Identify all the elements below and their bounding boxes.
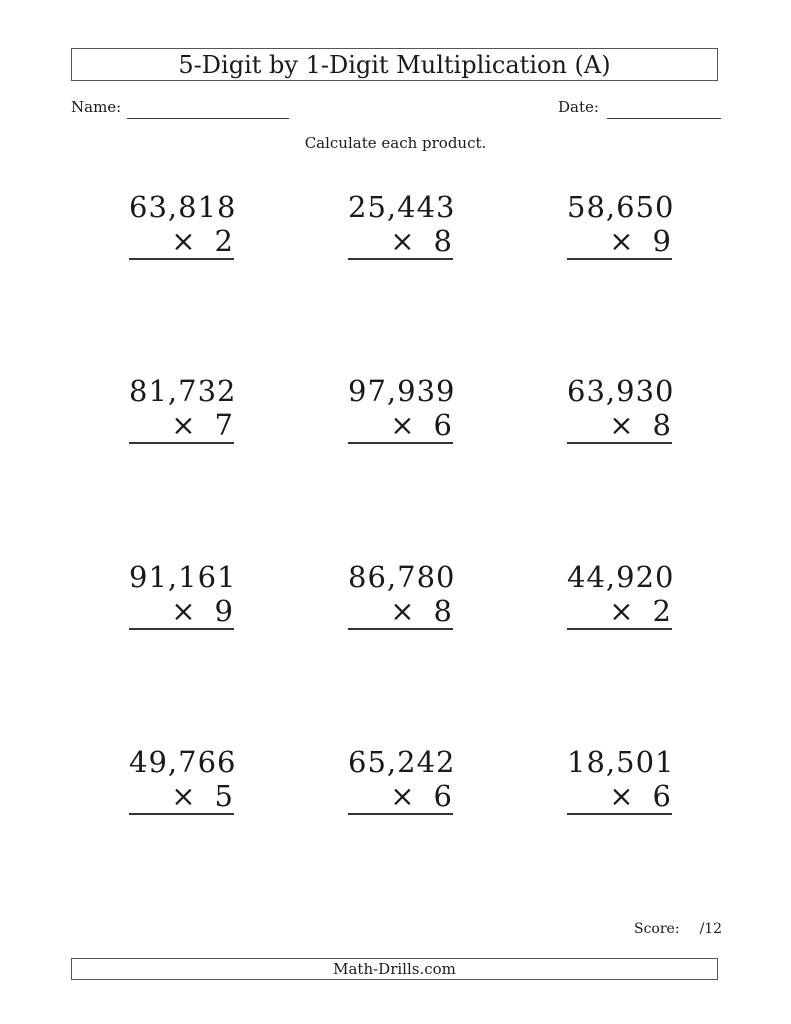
multiplier-line: [129, 408, 234, 442]
multiply-sign: ×: [390, 594, 416, 628]
footer: [71, 958, 718, 980]
problem-1: [129, 190, 237, 260]
multiply-sign: ×: [171, 594, 197, 628]
multiply-sign: ×: [171, 224, 197, 258]
answer-line: [348, 628, 453, 630]
multiplier: 2: [214, 224, 234, 258]
multiplier-line: [129, 594, 234, 628]
multiplier-line: [567, 408, 672, 442]
problem-4: [129, 374, 237, 444]
multiplier: 9: [214, 594, 234, 628]
answer-line: [348, 813, 453, 815]
date-field[interactable]: [607, 118, 721, 119]
multiplier: 7: [214, 408, 234, 442]
multiplicand: 58,650: [567, 190, 675, 224]
multiplicand: 63,930: [567, 374, 675, 408]
multiplier-line: [567, 224, 672, 258]
name-field[interactable]: [127, 118, 289, 119]
problem-2: [348, 190, 456, 260]
multiplier-line: [348, 408, 453, 442]
score-total: /12: [699, 921, 723, 937]
answer-line: [348, 442, 453, 444]
multiplicand: 49,766: [129, 745, 237, 779]
problem-3: [567, 190, 675, 260]
instructions: Calculate each product.: [304, 134, 487, 152]
answer-line: [129, 442, 234, 444]
answer-line: [567, 813, 672, 815]
problem-9: [567, 560, 675, 630]
multiply-sign: ×: [609, 594, 635, 628]
date-label: Date:: [558, 98, 599, 116]
multiplier: 8: [652, 408, 672, 442]
multiplicand: 91,161: [129, 560, 237, 594]
problem-10: [129, 745, 237, 815]
answer-line: [567, 258, 672, 260]
multiply-sign: ×: [609, 408, 635, 442]
multiply-sign: ×: [390, 779, 416, 813]
footer-site: Math-Drills.com: [333, 960, 456, 978]
multiplicand: 86,780: [348, 560, 456, 594]
multiply-sign: ×: [390, 224, 416, 258]
name-label: Name:: [71, 98, 122, 116]
multiply-sign: ×: [609, 779, 635, 813]
multiplier: 6: [433, 408, 453, 442]
worksheet-title-text: 5-Digit by 1-Digit Multiplication (A): [178, 50, 611, 79]
multiplier: 6: [433, 779, 453, 813]
problem-8: [348, 560, 456, 630]
multiplier: 6: [652, 779, 672, 813]
answer-line: [567, 628, 672, 630]
answer-line: [129, 258, 234, 260]
problem-12: [567, 745, 675, 815]
multiplier: 8: [433, 594, 453, 628]
answer-line: [348, 258, 453, 260]
multiplier-line: [567, 779, 672, 813]
multiply-sign: ×: [171, 779, 197, 813]
multiplier-line: [567, 594, 672, 628]
multiplicand: 18,501: [567, 745, 675, 779]
answer-line: [129, 813, 234, 815]
multiplicand: 81,732: [129, 374, 237, 408]
answer-line: [567, 442, 672, 444]
answer-line: [129, 628, 234, 630]
score-label: Score:: [634, 921, 680, 937]
problem-6: [567, 374, 675, 444]
multiplicand: 25,443: [348, 190, 456, 224]
multiplier: 5: [214, 779, 234, 813]
multiply-sign: ×: [609, 224, 635, 258]
problem-5: [348, 374, 456, 444]
worksheet-title: [71, 48, 718, 81]
multiply-sign: ×: [390, 408, 416, 442]
multiplier-line: [348, 594, 453, 628]
multiplicand: 63,818: [129, 190, 237, 224]
multiplier: 9: [652, 224, 672, 258]
problem-11: [348, 745, 456, 815]
multiplier-line: [348, 779, 453, 813]
multiplicand: 65,242: [348, 745, 456, 779]
multiplier-line: [129, 779, 234, 813]
multiplier: 8: [433, 224, 453, 258]
multiplier-line: [129, 224, 234, 258]
multiply-sign: ×: [171, 408, 197, 442]
multiplicand: 44,920: [567, 560, 675, 594]
multiplier-line: [348, 224, 453, 258]
problem-7: [129, 560, 237, 630]
multiplier: 2: [652, 594, 672, 628]
score-area: [634, 921, 722, 937]
multiplicand: 97,939: [348, 374, 456, 408]
